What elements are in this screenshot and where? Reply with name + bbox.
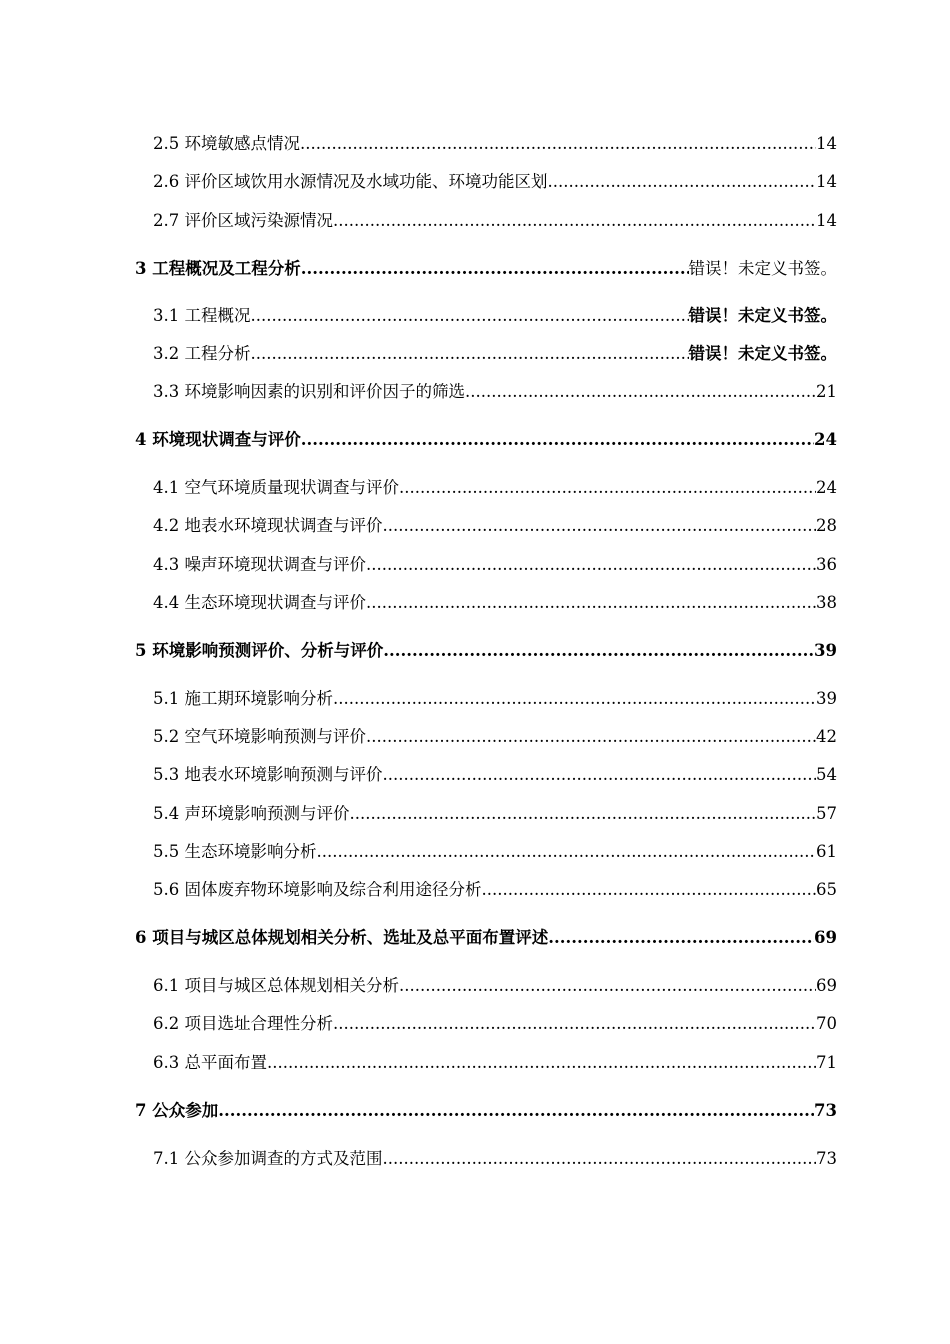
- toc-chapter-entry[interactable]: [0, 641, 950, 661]
- toc-entry-title: 5.4 声环境影响预测与评价: [153, 804, 350, 823]
- toc-entry[interactable]: [0, 689, 950, 709]
- toc-entry-title: 2.6 评价区域饮用水源情况及水域功能、环境功能区划: [153, 172, 548, 191]
- toc-entry[interactable]: [0, 593, 950, 613]
- toc-entry[interactable]: [0, 516, 950, 536]
- toc-entry-page: 73: [814, 1101, 837, 1120]
- toc-entry[interactable]: [0, 976, 950, 996]
- toc-leader-dots: [366, 593, 816, 613]
- toc-entry-page: 24: [816, 478, 837, 497]
- toc-entry-page: 65: [816, 880, 837, 899]
- toc-entry[interactable]: [0, 172, 950, 192]
- toc-leader-dots: [333, 211, 816, 231]
- toc-leader-dots: [218, 1101, 814, 1121]
- toc-entry-title: 7.1 公众参加调查的方式及范围: [153, 1149, 383, 1168]
- toc-entry-title: 6.2 项目选址合理性分析: [153, 1014, 333, 1033]
- toc-entry[interactable]: [0, 1014, 950, 1034]
- toc-entry-title: 5.6 固体废弃物环境影响及综合利用途径分析: [153, 880, 482, 899]
- toc-entry-title: 6 项目与城区总体规划相关分析、选址及总平面布置评述: [135, 928, 549, 947]
- toc-entry-title: 5 环境影响预测评价、分析与评价: [135, 641, 384, 660]
- toc-leader-dots: [548, 928, 814, 948]
- toc-entry-title: 4.3 噪声环境现状调查与评价: [153, 555, 366, 574]
- toc-entry-title: 3.1 工程概况: [153, 306, 251, 325]
- toc-entry-page: 54: [816, 765, 837, 784]
- toc-entry-page: 错误！未定义书签。: [688, 344, 837, 363]
- toc-entry-page: 14: [816, 172, 837, 191]
- toc-entry[interactable]: [0, 842, 950, 862]
- toc-entry-title: 5.1 施工期环境影响分析: [153, 689, 333, 708]
- toc-entry-title: 7 公众参加: [135, 1101, 219, 1120]
- toc-entry-page: 21: [816, 382, 837, 401]
- toc-entry[interactable]: [0, 765, 950, 785]
- toc-entry-page: 70: [816, 1014, 837, 1033]
- toc-entry[interactable]: [0, 344, 950, 364]
- toc-chapter-entry[interactable]: [0, 259, 950, 279]
- toc-entry-page: 42: [816, 727, 837, 746]
- toc-leader-dots: [399, 478, 816, 498]
- toc-entry-title: 4.4 生态环境现状调查与评价: [153, 593, 366, 612]
- toc-entry-page: 61: [816, 842, 837, 861]
- toc-chapter-entry[interactable]: [0, 430, 950, 450]
- toc-entry[interactable]: [0, 880, 950, 900]
- toc-entry-page: 14: [816, 134, 837, 153]
- toc-entry[interactable]: [0, 382, 950, 402]
- toc-leader-dots: [350, 804, 817, 824]
- toc-entry-page: 28: [816, 516, 837, 535]
- toc-entry-title: 6.1 项目与城区总体规划相关分析: [153, 976, 399, 995]
- toc-entry[interactable]: [0, 1149, 950, 1169]
- toc-leader-dots: [383, 516, 817, 536]
- toc-entry-title: 4.1 空气环境质量现状调查与评价: [153, 478, 399, 497]
- toc-leader-dots: [300, 134, 816, 154]
- toc-entry-title: 2.7 评价区域污染源情况: [153, 211, 333, 230]
- toc-entry-title: 6.3 总平面布置: [153, 1053, 267, 1072]
- toc-entry-title: 4.2 地表水环境现状调查与评价: [153, 516, 383, 535]
- toc-entry-page: 69: [816, 976, 837, 995]
- toc-entry-page: 24: [814, 430, 837, 449]
- toc-entry-title: 4 环境现状调查与评价: [135, 430, 301, 449]
- toc-leader-dots: [267, 1053, 816, 1073]
- toc-chapter-entry[interactable]: [0, 928, 950, 948]
- toc-entry-page: 73: [816, 1149, 837, 1168]
- toc-leader-dots: [301, 259, 689, 279]
- toc-entry[interactable]: [0, 211, 950, 231]
- toc-entry[interactable]: [0, 478, 950, 498]
- toc-leader-dots: [301, 430, 814, 450]
- toc-entry[interactable]: [0, 804, 950, 824]
- toc-entry-title: 3.2 工程分析: [153, 344, 251, 363]
- toc-entry[interactable]: [0, 1053, 950, 1073]
- toc-entry-title: 3.3 环境影响因素的识别和评价因子的筛选: [153, 382, 465, 401]
- toc-chapter-entry[interactable]: [0, 1101, 950, 1121]
- toc-entry-title: 5.5 生态环境影响分析: [153, 842, 317, 861]
- toc-leader-dots: [251, 344, 689, 364]
- toc-entry-title: 3 工程概况及工程分析: [135, 259, 301, 278]
- toc-leader-dots: [366, 727, 816, 747]
- toc-leader-dots: [383, 1149, 817, 1169]
- toc-entry[interactable]: [0, 134, 950, 154]
- toc-leader-dots: [333, 689, 816, 709]
- toc-leader-dots: [383, 641, 814, 661]
- toc-leader-dots: [383, 765, 817, 785]
- toc-leader-dots: [482, 880, 817, 900]
- toc-entry-page: 错误！未定义书签。: [688, 306, 837, 325]
- toc-entry-page: 57: [816, 804, 837, 823]
- toc-entry[interactable]: [0, 727, 950, 747]
- toc-leader-dots: [548, 172, 817, 192]
- toc-entry-title: 5.2 空气环境影响预测与评价: [153, 727, 366, 746]
- toc-leader-dots: [333, 1014, 816, 1034]
- toc-entry-page: 36: [816, 555, 837, 574]
- toc-leader-dots: [465, 382, 816, 402]
- toc-entry-title: 5.3 地表水环境影响预测与评价: [153, 765, 383, 784]
- toc-entry[interactable]: [0, 306, 950, 326]
- toc-entry-page: 14: [816, 211, 837, 230]
- toc-leader-dots: [366, 555, 816, 575]
- toc-entry[interactable]: [0, 555, 950, 575]
- toc-entry-page: 69: [814, 928, 837, 947]
- toc-entry-page: 38: [816, 593, 837, 612]
- toc-entry-title: 2.5 环境敏感点情况: [153, 134, 300, 153]
- toc-leader-dots: [317, 842, 817, 862]
- toc-entry-page: 71: [816, 1053, 837, 1072]
- toc-entry-page: 错误！未定义书签。: [688, 259, 837, 278]
- toc-entry-page: 39: [816, 689, 837, 708]
- toc-entry-page: 39: [814, 641, 837, 660]
- toc-leader-dots: [251, 306, 689, 326]
- toc-leader-dots: [399, 976, 816, 996]
